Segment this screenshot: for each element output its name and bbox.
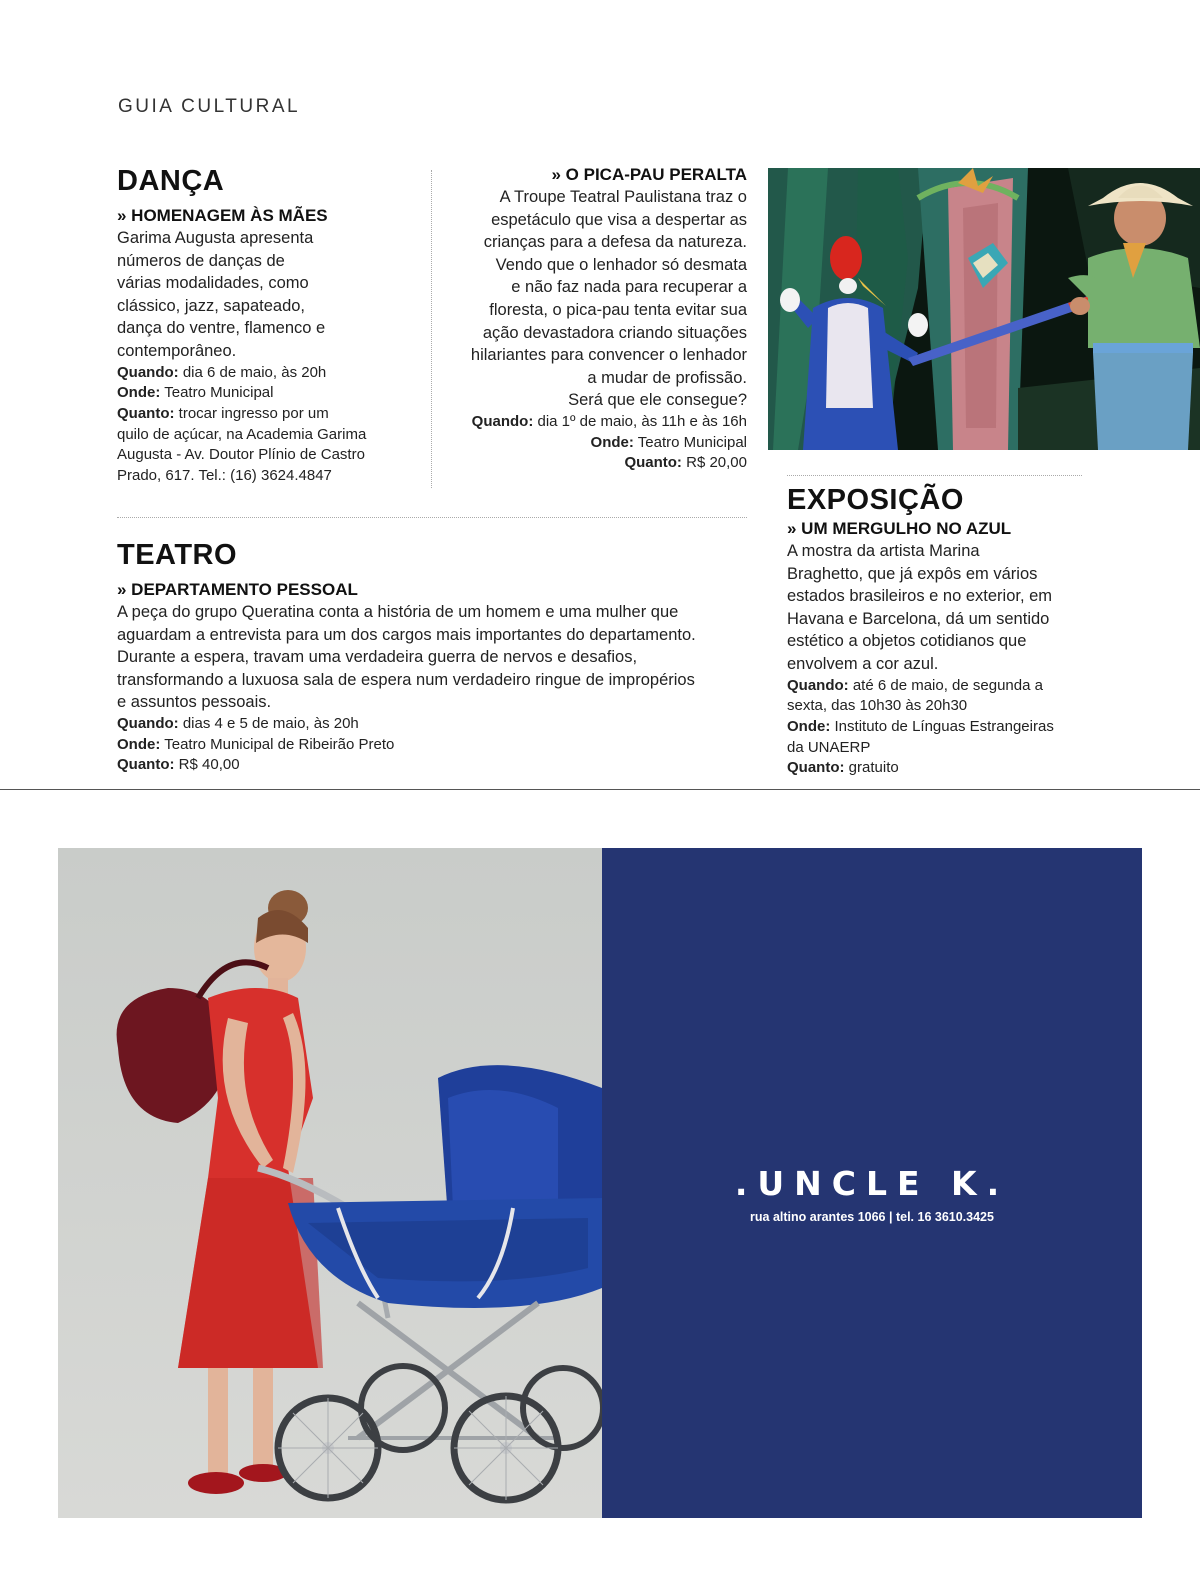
exposicao-where-line: da UNAERP [787, 738, 871, 756]
picapau-line: A Troupe Teatral Paulistana traz o [499, 188, 747, 206]
picapau-where [445, 433, 747, 454]
exposicao-price [787, 758, 1087, 779]
teatro-line: A peça do grupo Queratina conta a história de um homem e uma mulher que [117, 603, 679, 621]
teatro-article [117, 539, 757, 776]
picapau-line: e não faz nada para recuperar a [511, 278, 747, 297]
price-label: Quanto: [117, 756, 175, 774]
where-label: Onde: [117, 735, 161, 753]
picapau-price [445, 453, 747, 474]
picapau-line: hilariantes para convencer o lenhador [470, 346, 747, 365]
when-value: dia 6 de maio, às 20h [182, 363, 327, 381]
danca-line: várias modalidades, como [117, 274, 309, 293]
teatro-price [117, 755, 757, 776]
ad-photo [58, 848, 602, 1518]
column-divider [431, 170, 432, 488]
exposicao-line: estético a objetos cotidianos que [787, 632, 1027, 651]
danca-line: Garima Augusta apresenta [117, 229, 314, 247]
exposicao-line: A mostra da artista Marina [787, 542, 980, 560]
exposicao-description [787, 540, 1087, 676]
where-value: Instituto de Línguas Estrangeiras [834, 717, 1054, 735]
teatro-subtitle: » DEPARTAMENTO PESSOAL [117, 580, 358, 599]
teatro-line: e assuntos pessoais. [117, 693, 272, 712]
ad-brand-panel [602, 848, 1142, 1518]
teatro-where [117, 735, 757, 756]
when-value: dias 4 e 5 de maio, às 20h [182, 714, 359, 732]
brand-logo: .UNCLE K. [734, 1164, 1010, 1203]
picapau-description [445, 186, 747, 412]
price-value: R$ 40,00 [178, 756, 240, 774]
danca-price-line: Augusta - Av. Doutor Plínio de Castro [117, 446, 365, 464]
when-value: dia 1º de maio, às 11h e às 16h [537, 412, 747, 430]
picapau-line: floresta, o pica-pau tenta evitar sua [489, 300, 747, 319]
danca-line: clássico, jazz, sapateado, [117, 296, 306, 315]
where-label: Onde: [590, 433, 634, 451]
when-label: Quando: [471, 412, 534, 430]
picapau-line: Será que ele consegue? [568, 391, 747, 410]
danca-line: números de danças de [117, 251, 285, 270]
danca-where [117, 383, 422, 404]
danca-when [117, 363, 422, 384]
danca-heading: DANÇA [117, 165, 225, 197]
price-value: gratuito [848, 759, 899, 777]
when-label: Quando: [117, 714, 179, 732]
price-label: Quanto: [624, 454, 682, 472]
picapau-line: crianças para a defesa da natureza. [483, 233, 747, 252]
danca-price [117, 404, 422, 425]
teatro-heading: TEATRO [117, 539, 238, 571]
exposicao-line: Havana e Barcelona, dá um sentido [787, 609, 1050, 628]
when-label: Quando: [787, 676, 849, 694]
exposicao-line: envolvem a cor azul. [787, 654, 939, 673]
section-label: GUIA CULTURAL [118, 96, 301, 117]
picapau-line: Vendo que o lenhador só desmata [495, 255, 747, 274]
teatro-line: Durante a espera, travam uma verdadeira guerra de nervos e desafios, [117, 648, 638, 667]
price-label: Quanto: [117, 404, 175, 422]
teatro-when [117, 714, 757, 735]
where-label: Onde: [787, 717, 831, 735]
exposicao-meta [787, 676, 1087, 780]
where-value: Teatro Municipal [164, 384, 274, 402]
danca-description [117, 227, 422, 363]
exposicao-when-line: sexta, das 10h30 às 20h30 [787, 697, 968, 715]
stage-photo [768, 168, 1200, 450]
danca-line: contemporâneo. [117, 341, 237, 360]
exposicao-when [787, 676, 1087, 697]
exposicao-article [787, 484, 1087, 779]
danca-price-line: Prado, 617. Tel.: (16) 3624.4847 [117, 467, 332, 485]
picapau-article [445, 165, 747, 474]
picapau-subtitle: » O PICA-PAU PERALTA [551, 165, 747, 184]
danca-price-line: quilo de açúcar, na Academia Garima [117, 425, 367, 443]
exposicao-where [787, 717, 1087, 738]
exposicao-line: estados brasileiros e no exterior, em [787, 587, 1053, 606]
danca-meta [117, 363, 422, 487]
where-value: Teatro Municipal de Ribeirão Preto [164, 735, 395, 753]
stage-photo-illustration [768, 168, 1200, 450]
teatro-line: aguardam a entrevista para um dos cargos mais importantes do departamento. [117, 625, 696, 644]
brand-address: rua altino arantes 1066 | tel. 16 3610.3425 [750, 1210, 994, 1224]
price-label: Quanto: [787, 759, 845, 777]
where-label: Onde: [117, 384, 161, 402]
picapau-line: espetáculo que visa a despertar as [491, 210, 747, 229]
danca-line: dança do ventre, flamenco e [117, 319, 326, 338]
where-value: Teatro Municipal [637, 433, 747, 451]
when-label: Quando: [117, 363, 179, 381]
exposicao-subtitle: » UM MERGULHO NO AZUL [787, 519, 1012, 538]
ad-photo-illustration [58, 848, 602, 1518]
teatro-meta [117, 714, 757, 776]
exposicao-heading: EXPOSIÇÃO [787, 484, 964, 516]
picapau-line: a mudar de profissão. [587, 368, 747, 387]
exposicao-line: Braghetto, que já expôs em vários [787, 564, 1038, 583]
picapau-meta [445, 412, 747, 474]
picapau-line: ação devastadora criando situações [482, 323, 747, 342]
danca-subtitle: » HOMENAGEM ÀS MÃES [117, 206, 328, 225]
teatro-line: transformando a luxuosa sala de espera num verdadeiro ringue de impropérios [117, 670, 695, 689]
section-divider [117, 517, 747, 518]
when-value: até 6 de maio, de segunda a [852, 676, 1043, 694]
teatro-description [117, 601, 757, 714]
price-value: trocar ingresso por um [178, 404, 329, 422]
danca-article [117, 165, 422, 487]
price-value: R$ 20,00 [686, 454, 747, 472]
page-rule [0, 789, 1200, 790]
exposicao-divider [787, 475, 1082, 476]
picapau-when [445, 412, 747, 433]
